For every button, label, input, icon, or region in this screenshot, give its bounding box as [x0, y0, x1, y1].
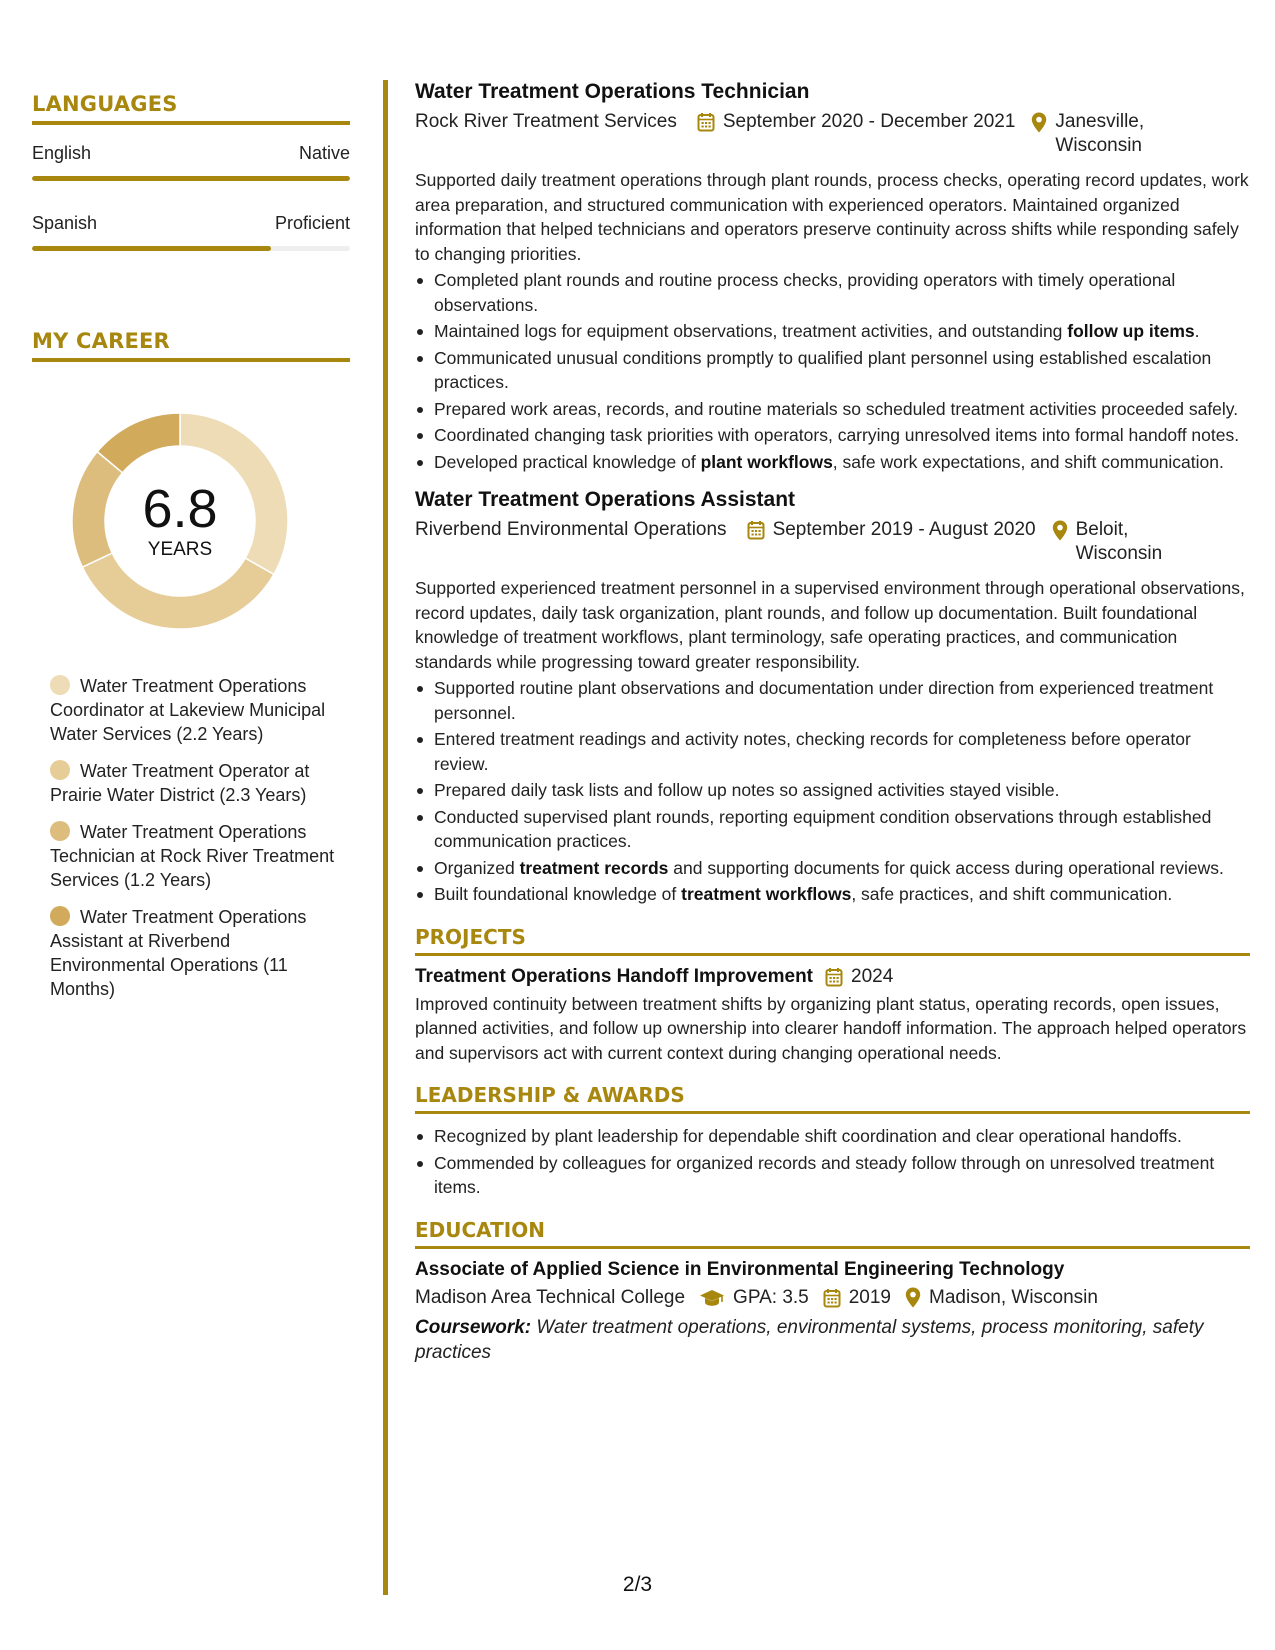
career-legend-item [50, 820, 340, 892]
job-bullet: Built foundational knowledge of treatment workflows, safe practices, and shift communication. [415, 882, 1250, 907]
job-company: Riverbend Environmental Operations [415, 519, 727, 540]
project-year: 2024 [851, 965, 894, 987]
main-column [415, 78, 1250, 1365]
legend-dot [50, 906, 70, 926]
language-level: Proficient [274, 213, 350, 233]
calendar-icon [747, 520, 765, 540]
career-total-years: 6.8 [142, 479, 218, 539]
column-divider [383, 80, 388, 1595]
award-item: Commended by colleagues for organized records and steady follow through on unresolved treatment items. [415, 1151, 1250, 1200]
experience-entry [415, 78, 1250, 474]
projects-heading: PROJECTS [415, 925, 1250, 956]
job-title: Water Treatment Operations Technician [415, 80, 810, 103]
page-number: 2/3 [622, 1573, 653, 1596]
job-title: Water Treatment Operations Assistant [415, 488, 796, 511]
job-bullet: Conducted supervised plant rounds, reporting equipment condition observations through established communication practices. [415, 805, 1250, 854]
job-meta [415, 518, 1250, 566]
job-bullet: Coordinated changing task priorities with operators, carrying unresolved items into formal handoff notes. [415, 423, 1250, 448]
job-bullet: Entered treatment readings and activity notes, checking records for completeness before operator review. [415, 727, 1250, 776]
calendar-icon [823, 1288, 841, 1308]
project-description: Improved continuity between treatment shifts by organizing plant status, operating records, open issues, planned activities, and follow up ownership into clearer handoff information. The approach helped operators and supervisors act with current context during changing operational needs. [415, 993, 1247, 1063]
language-level: Native [298, 143, 350, 163]
location-pin-icon [905, 1287, 921, 1308]
language-bar-fill [32, 176, 350, 181]
legend-label: Water Treatment Operations Technician at Rock River Treatment Services (1.2 Years) [50, 822, 335, 890]
education-entry [415, 1259, 1250, 1365]
legend-label: Water Treatment Operator at Prairie Water District (2.3 Years) [50, 761, 310, 805]
job-meta [415, 110, 1250, 158]
education-heading: EDUCATION [415, 1218, 1250, 1249]
career-years-label: YEARS [147, 539, 213, 560]
graduation-cap-icon [699, 1289, 725, 1307]
job-dates: September 2020 - December 2021 [722, 111, 1016, 132]
job-bullet: Completed plant rounds and routine process checks, providing operators with timely operational observations. [415, 268, 1250, 317]
sidebar [32, 92, 350, 1014]
legend-dot [50, 675, 70, 695]
job-bullet: Supported routine plant observations and documentation under direction from experienced treatment personnel. [415, 676, 1250, 725]
awards-heading: LEADERSHIP & AWARDS [415, 1083, 1250, 1114]
career-heading: MY CAREER [32, 329, 350, 362]
job-company: Rock River Treatment Services [415, 111, 677, 132]
languages-heading: LANGUAGES [32, 92, 350, 125]
education-location: Madison, Wisconsin [929, 1286, 1098, 1308]
legend-dot [50, 821, 70, 841]
award-item: Recognized by plant leadership for dependable shift coordination and clear operational handoffs. [415, 1124, 1250, 1149]
career-donut [65, 406, 295, 636]
language-bar [32, 176, 350, 181]
language-bar-fill [32, 246, 271, 251]
job-summary: Supported daily treatment operations through plant rounds, process checks, operating record updates, work area preparation, and structured communication with experienced operators. Maintained organized information that helped technicians and operators preserve continuity across shifts while responding safely to changing priorities. [415, 170, 1249, 264]
career-legend-item [50, 674, 340, 746]
education-degree: Associate of Applied Science in Environmental Engineering Technology [415, 1258, 1065, 1280]
location-pin-icon [1031, 112, 1047, 133]
job-bullet: Prepared daily task lists and follow up notes so assigned activities stayed visible. [415, 778, 1250, 803]
career-legend [50, 674, 340, 1001]
job-bullets [415, 268, 1250, 474]
career-legend-item [50, 759, 340, 807]
legend-dot [50, 760, 70, 780]
language-name: English [32, 143, 92, 163]
language-name: Spanish [32, 213, 98, 233]
job-bullet: Developed practical knowledge of plant workflows, safe work expectations, and shift communication. [415, 450, 1250, 475]
location-pin-icon [1052, 520, 1068, 541]
legend-label: Water Treatment Operations Assistant at Riverbend Environmental Operations (11 Months) [50, 907, 307, 999]
education-meta [415, 1287, 1250, 1309]
job-bullet: Prepared work areas, records, and routine materials so scheduled treatment activities proceeded safely. [415, 397, 1250, 422]
experience-entry [415, 486, 1250, 907]
job-bullet: Organized treatment records and supporting documents for quick access during operational reviews. [415, 856, 1250, 881]
job-dates: September 2019 - August 2020 [772, 519, 1036, 540]
education-coursework: Coursework: Water treatment operations, environmental systems, process monitoring, safety practices [415, 1316, 1204, 1363]
job-bullets [415, 676, 1250, 907]
job-location: Janesville, Wisconsin [1055, 111, 1145, 156]
job-summary: Supported experienced treatment personnel in a supervised environment through operational observations, record updates, daily task organization, plant rounds, and follow up documentation. Built foundational knowledge of treatment workflows, plant terminology, safe operating practices, and communication standards while progressing toward greater responsibility. [415, 578, 1245, 672]
education-school: Madison Area Technical College [415, 1286, 686, 1308]
career-legend-item [50, 905, 340, 1001]
calendar-icon [697, 112, 715, 132]
language-bar [32, 246, 350, 251]
job-bullet: Communicated unusual conditions promptly to qualified plant personnel using established escalation practices. [415, 346, 1250, 395]
job-bullet: Maintained logs for equipment observations, treatment activities, and outstanding follow up items. [415, 319, 1250, 344]
project-entry [415, 966, 1250, 1066]
project-title: Treatment Operations Handoff Improvement [415, 965, 814, 987]
education-gpa: GPA: 3.5 [733, 1286, 809, 1308]
job-location: Beloit, Wisconsin [1075, 519, 1163, 564]
language-item [32, 143, 350, 181]
legend-label: Water Treatment Operations Coordinator at Lakeview Municipal Water Services (2.2 Years) [50, 676, 326, 744]
education-year: 2019 [848, 1286, 892, 1308]
awards-list [415, 1124, 1250, 1200]
language-item [32, 213, 350, 251]
calendar-icon [825, 967, 843, 987]
